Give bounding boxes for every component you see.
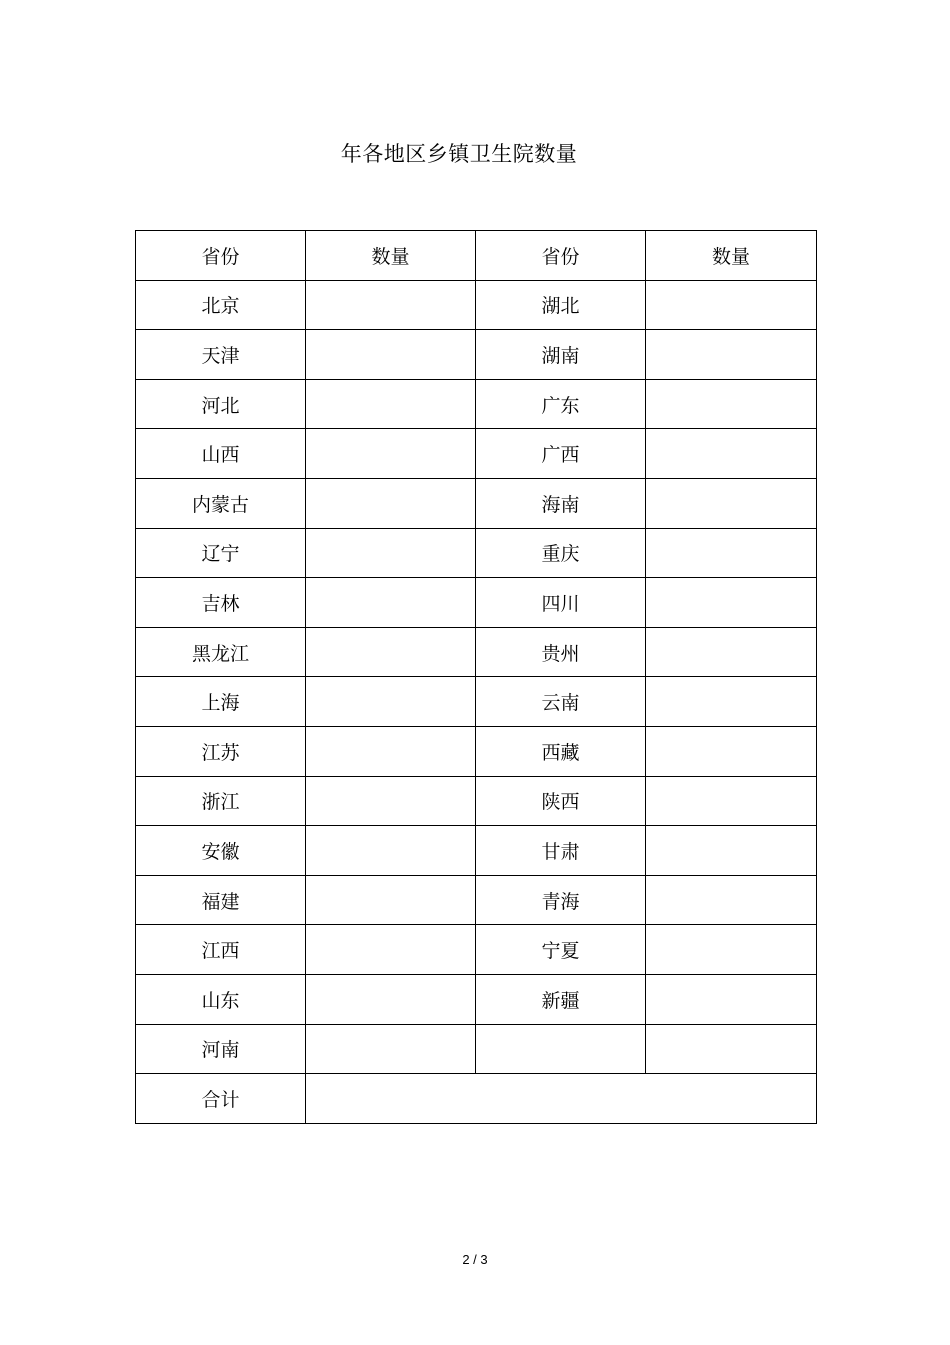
province-left-cell: 浙江 [136,776,306,826]
province-left-cell: 天津 [136,330,306,380]
count-left-cell[interactable] [306,677,476,727]
table-row [136,1024,817,1074]
count-right-cell[interactable] [646,379,817,429]
province-right-cell: 四川 [476,578,646,628]
count-right-cell[interactable] [646,826,817,876]
province-right-cell: 新疆 [476,974,646,1024]
province-left-cell: 河南 [136,1024,306,1074]
count-left-cell[interactable] [306,379,476,429]
province-right-cell: 西藏 [476,726,646,776]
total-label-cell: 合计 [136,1074,306,1124]
count-left-cell[interactable] [306,330,476,380]
table-row [136,925,817,975]
count-right-cell[interactable] [646,330,817,380]
table-header-row [136,231,817,281]
total-value-cell[interactable] [306,1074,817,1124]
count-left-cell[interactable] [306,280,476,330]
table-row [136,776,817,826]
province-right-cell: 青海 [476,875,646,925]
province-left-cell: 山东 [136,974,306,1024]
count-left-cell[interactable] [306,925,476,975]
province-left-cell: 内蒙古 [136,478,306,528]
table-row [136,677,817,727]
province-right-cell: 湖南 [476,330,646,380]
province-right-cell: 广东 [476,379,646,429]
count-left-cell[interactable] [306,478,476,528]
table-row [136,974,817,1024]
province-left-cell: 北京 [136,280,306,330]
table-row [136,429,817,479]
province-right-cell: 云南 [476,677,646,727]
table-row [136,875,817,925]
province-left-cell: 吉林 [136,578,306,628]
province-right-cell: 湖北 [476,280,646,330]
header-count-left: 数量 [306,231,476,281]
province-left-cell: 江苏 [136,726,306,776]
province-left-cell: 安徽 [136,826,306,876]
header-count-right: 数量 [646,231,817,281]
table-total-row [136,1074,817,1124]
province-left-cell: 辽宁 [136,528,306,578]
count-right-cell[interactable] [646,478,817,528]
count-right-cell[interactable] [646,925,817,975]
province-right-cell: 贵州 [476,627,646,677]
province-left-cell: 福建 [136,875,306,925]
count-left-cell[interactable] [306,776,476,826]
table-row [136,280,817,330]
table-row [136,578,817,628]
table-row [136,826,817,876]
count-right-cell[interactable] [646,627,817,677]
province-left-cell: 山西 [136,429,306,479]
document-title: 年各地区乡镇卫生院数量 [340,142,578,166]
province-right-cell: 甘肃 [476,826,646,876]
table-row [136,330,817,380]
table-row [136,627,817,677]
count-left-cell[interactable] [306,578,476,628]
province-right-cell [476,1024,646,1074]
province-right-cell: 宁夏 [476,925,646,975]
province-right-cell: 海南 [476,478,646,528]
header-province-left: 省份 [136,231,306,281]
province-left-cell: 江西 [136,925,306,975]
count-left-cell[interactable] [306,826,476,876]
province-left-cell: 上海 [136,677,306,727]
count-left-cell[interactable] [306,528,476,578]
province-right-cell: 广西 [476,429,646,479]
count-right-cell[interactable] [646,875,817,925]
header-province-right: 省份 [476,231,646,281]
count-left-cell[interactable] [306,726,476,776]
province-left-cell: 河北 [136,379,306,429]
table-row [136,379,817,429]
count-left-cell[interactable] [306,429,476,479]
province-left-cell: 黑龙江 [136,627,306,677]
count-left-cell[interactable] [306,974,476,1024]
count-left-cell[interactable] [306,875,476,925]
count-right-cell[interactable] [646,726,817,776]
count-right-cell[interactable] [646,280,817,330]
province-right-cell: 重庆 [476,528,646,578]
table-row [136,528,817,578]
count-right-cell[interactable] [646,429,817,479]
count-right-cell[interactable] [646,528,817,578]
count-right-cell[interactable] [646,776,817,826]
table-row [136,478,817,528]
count-right-cell[interactable] [646,974,817,1024]
table-row [136,726,817,776]
count-right-cell[interactable] [646,677,817,727]
count-right-cell[interactable] [646,1024,817,1074]
count-left-cell[interactable] [306,627,476,677]
count-right-cell[interactable] [646,578,817,628]
count-left-cell[interactable] [306,1024,476,1074]
page-number: 2 / 3 [462,1252,488,1267]
hospital-count-table [135,230,817,1124]
province-right-cell: 陕西 [476,776,646,826]
